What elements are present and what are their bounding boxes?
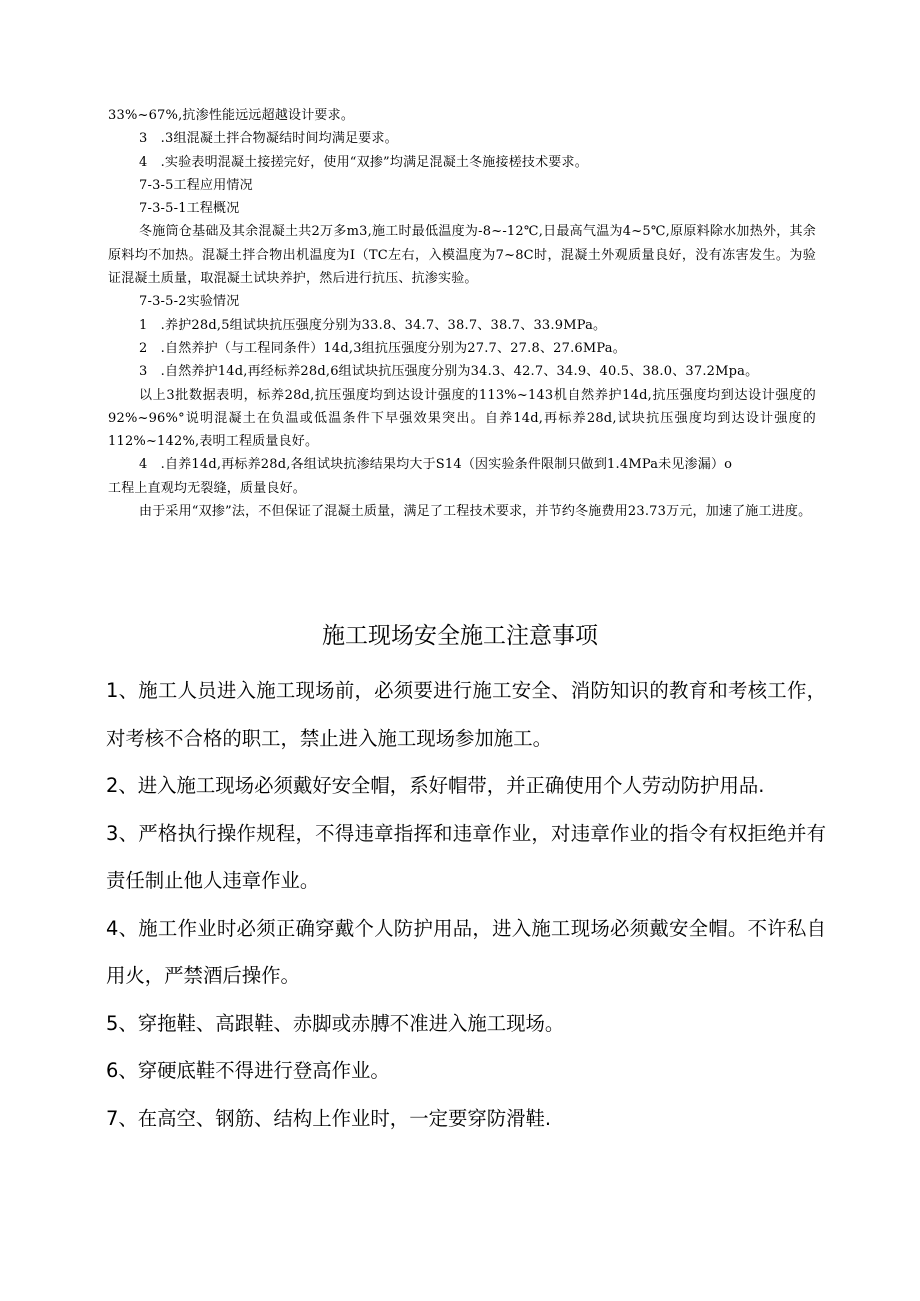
experiment-item: 1 .养护28d,5组试块抗压强度分别为33.8、34.7、38.7、38.7、33.9MPa。 bbox=[139, 317, 607, 333]
report-line: 3 .3组混凝土拌合物凝结时间均满足要求。 bbox=[139, 131, 398, 147]
safety-title: 施工现场安全施工注意事项 bbox=[322, 623, 598, 649]
safety-rule: 1、施工人员进入施工现场前，必须要进行施工安全、消防知识的教育和考核工作，对考核不合格的职工，禁止进入施工现场参加施工。 bbox=[106, 679, 826, 750]
safety-rule: 7、在高空、钢筋、结构上作业时，一定要穿防滑鞋. bbox=[106, 1106, 552, 1130]
safety-rule: 3、严格执行操作规程，不得违章指挥和违章作业，对违章作业的指令有权拒绝并有责任制止他人违章作业。 bbox=[106, 821, 826, 892]
safety-rule: 4、施工作业时必须正确穿戴个人防护用品，进入施工现场必须戴安全帽。不许私自用火，严禁酒后操作。 bbox=[106, 916, 826, 987]
experiment-item: 3 .自然养护14d,再经标养28d,6组试块抗压强度分别为34.3、42.7、34.9、40.5、38.0、37.2Mpa。 bbox=[139, 364, 759, 380]
safety-rules-list bbox=[106, 667, 826, 1142]
seepage-note: 工程上直观均无裂缝，质量良好。 bbox=[108, 480, 307, 496]
overview-paragraph: 冬施筒仓基础及其余混凝土共2万多m3,施工时最低温度为-8~-12℃,日最高气温为4~5℃,原原料除水加热外，其余原料均不加热。混凝土拌合物出机温度为I（TC左右，入模温度为7~8C时，混凝土外观质量良好，没有冻害发生。为验证混凝土质量，取混凝土试块养护，然后进行抗压、抗渗实验。 bbox=[108, 224, 816, 287]
subsection-heading: 7-3-5-1工程概况 bbox=[139, 201, 240, 217]
safety-rule: 6、穿硬底鞋不得进行登高作业。 bbox=[106, 1059, 390, 1082]
experiment-item: 2 .自然养护（与工程同条件）14d,3组抗压强度分别为27.7、27.8、27.6MPa。 bbox=[139, 340, 626, 356]
subsection-heading: 7-3-5-2实验情况 bbox=[139, 294, 240, 310]
safety-rule: 2、进入施工现场必须戴好安全帽，系好帽带，并正确使用个人劳动防护用品. bbox=[106, 774, 765, 797]
safety-rule: 5、穿拖鞋、高跟鞋、赤脚或赤膊不准进入施工现场。 bbox=[106, 1011, 565, 1035]
concrete-report-section bbox=[108, 104, 816, 523]
section-heading: 7-3-5工程应用情况 bbox=[139, 177, 253, 193]
analysis-paragraph: 以上3批数据表明，标养28d,抗压强度均到达设计强度的113%~143机自然养护14d,抗压强度均到达设计强度的92%~96%°说明混凝土在负温或低温条件下早强效果突出。自养14d,再标养28d,试块抗压强度均到达设计强度的112%~142%,表明工程质量良好。 bbox=[108, 387, 816, 450]
report-line: 4 .实验表明混凝土接搓完好，使用“双掺”均满足混凝土冬施接槎技术要求。 bbox=[139, 154, 588, 170]
conclusion-paragraph: 由于采用“双掺”法，不但保证了混凝土质量，满足了工程技术要求，并节约冬施费用23.73万元，加速了施工进度。 bbox=[139, 504, 812, 520]
report-line: 33%~67%,抗渗性能远远超越设计要求。 bbox=[108, 108, 355, 123]
experiment-item: 4 .自养14d,再标养28d,各组试块抗渗结果均大于S14（因实验条件限制只做到1.4MPa未见渗漏）o bbox=[139, 457, 733, 473]
